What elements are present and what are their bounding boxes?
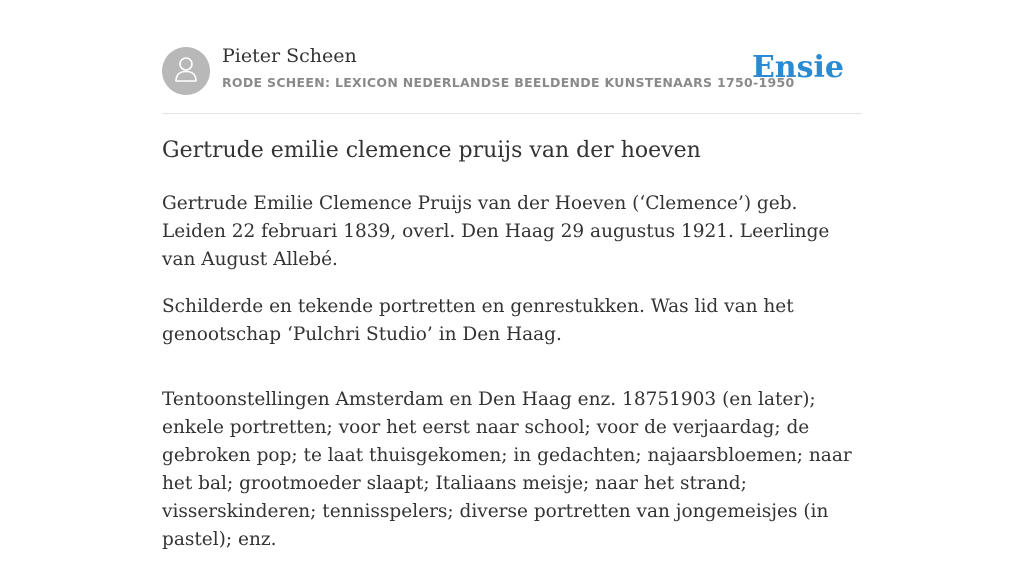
author-avatar[interactable] [162, 47, 210, 95]
paragraph-biography: Gertrude Emilie Clemence Pruijs van der Hoeven (‘Clemence’) geb. Leiden 22 februari 1839, overl. Den Haag 29 augustus 1921. Leerlinge van August Allebé. [162, 193, 830, 270]
author-name[interactable]: Pieter Scheen [222, 45, 357, 67]
ensie-logo[interactable]: Ensie [751, 50, 844, 85]
article-container [162, 0, 862, 550]
source-name[interactable]: RODE SCHEEN: LEXICON NEDERLANDSE BEELDENDE KUNSTENAARS 1750-1950 [222, 75, 795, 90]
article-title: Gertrude emilie clemence pruijs van der hoeven [162, 138, 701, 163]
article-body [162, 190, 862, 573]
paragraph-work: Schilderde en tekende portretten en genrestukken. Was lid van het genootschap ‘Pulchri Studio’ in Den Haag. [162, 296, 794, 345]
article-header [162, 0, 862, 114]
user-silhouette-icon [172, 54, 200, 88]
paragraph-exhibitions: Tentoonstellingen Amsterdam en Den Haag enz. 18751903 (en later); enkele portretten; voor het eerst naar school; voor de verjaardag; de gebroken pop; te laat thuisgekomen; in gedachten; najaarsbloemen; naar het bal; grootmoeder slaapt; Italiaans meisje; naar het strand; visserskinderen; tennisspelers; diverse portretten van jongemeisjes (in pastel); enz. [162, 389, 852, 550]
